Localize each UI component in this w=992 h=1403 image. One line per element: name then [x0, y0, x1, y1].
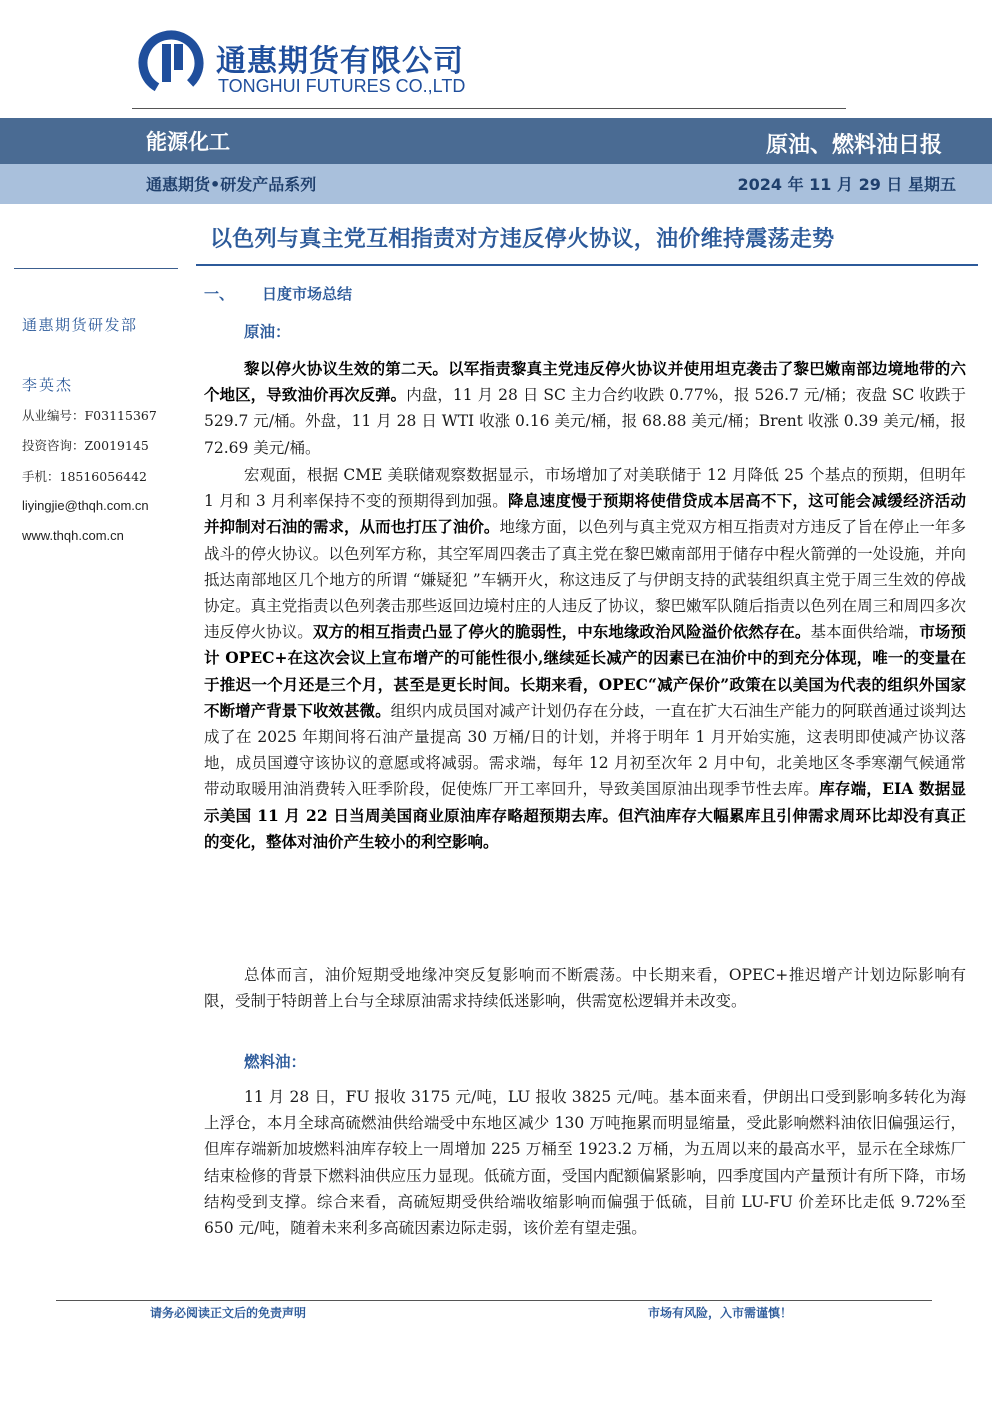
section-title — [204, 283, 352, 304]
crude-subheading: 原油： — [244, 322, 291, 341]
analyst-license: 从业编号：F03115367 — [22, 408, 157, 423]
crude-p2-inventory-bold: 库存端，EIA 数据显示美国 11 月 22 日当周美国商业原油库存略超预期去库。但汽油库存大幅累库且引伸需求周环比却没有真正的变化，整体对油价产生较小的利空影响。 — [204, 779, 966, 851]
sidebar-dept: 通惠期货研发部 — [22, 316, 138, 334]
crude-p2-macro: 宏观面，根据 CME 美联储观察数据显示，市场增加了对美联储于 12 月降低 25 个基点的预期，但明年 1 月和 3 月利率保持不变的预期得到加强。 — [204, 466, 966, 511]
headline: 以色列与真主党互相指责对方违反停火协议，油价维持震荡走势 — [210, 227, 835, 252]
crude-p2-supply-bold: 市场预计 OPEC+在这次会议上宣布增产的可能性很小,继续延长减产的因素已在油价中的到充分体现，唯一的变量在于推迟一个月还是三个月，甚至是更长时间。长期来看，OPEC“减产保价”政策在以美国为代表的组织外国家不断增产背景下收效甚微。 — [204, 622, 966, 720]
headline-divider — [196, 264, 978, 266]
section-number: 一、 — [204, 285, 235, 303]
crude-paragraph-2 — [204, 462, 966, 855]
analyst-email[interactable]: liyingjie@thqh.com.cn — [22, 498, 149, 513]
fuel-paragraph-1: 11 月 28 日，FU 报收 3175 元/吨，LU 报收 3825 元/吨。基本面来看，伊朗出口受到影响多转化为海上浮仓，本月全球高硫燃油供给端受中东地区减少 130 万吨拖累而明显缩量，受此影响燃料油依旧偏强运行，但库存端新加坡燃料油库存较上一周增加 225 万桶至 1923.2 万桶，为五周以来的最高水平，显示在全球炼厂结束检修的背景下燃料油供应压力显现。低硫方面，受国内配额偏紧影响，四季度国内产量预计有所下降，市场结构受到支撑。综合来看，高硫短期受供给端收缩影响而偏强于低硫，目前 LU-FU 价差环比走低 9.72%至 650 元/吨，随着未来利多高硫因素边际走弱，该价差有望走强。 — [204, 1088, 966, 1238]
crude-paragraph-3: 总体而言，油价短期受地缘冲突反复影响而不断震荡。中长期来看，OPEC+推迟增产计划边际影响有限，受制于特朗普上台与全球原油需求持续低迷影响，供需宽松逻辑并未改变。 — [204, 966, 966, 1011]
sidebar-divider — [14, 268, 178, 269]
crude-paragraph-1 — [204, 356, 966, 461]
crude-p2-demand: 组织内成员国对减产计划仍存在分歧，一直在扩大石油生产能力的阿联酋通过谈判达成了在 2025 年期间将石油产量提高 30 万桶/日的计划，并将于明年 1 月开始实施，这表明即使减产协议落地，成员国遵守该协议的意愿或将减弱。需求端，每年 12 月初至次年 2 月中旬，北美地区冬季寒潮气候通常带动取暖用油消费转入旺季阶段，促使炼厂开工率回升，导致美国原油出现季节性去库。 — [204, 701, 966, 799]
header-divider — [132, 108, 846, 109]
analyst-consult: 投资咨询：Z0019145 — [22, 438, 149, 453]
footer-disclaimer: 请务必阅读正文后的免责声明 — [150, 1306, 307, 1320]
company-name-en: TONGHUI FUTURES CO.,LTD — [218, 76, 466, 96]
crude-p2-geo: 地缘方面，以色列与真主党双方相互指责对方违反了旨在停止一年多战斗的停火协议。以色列军方称，其空军周四袭击了真主党在黎巴嫩南部用于储存中程火箭弹的一处设施，并向抵达南部地区几个地方的所谓 “嫌疑犯 ”车辆开火，称这违反了与伊朗支持的武装组织真主党于周三生效的停战协定。真主党指责以色列袭击那些返回边境村庄的人违反了协议，黎巴嫩军队随后指责以色列在周三和周四多次违反停火协议。 — [204, 518, 966, 642]
crude-p1-bold: 黎以停火协议生效的第二天。以军指责黎真主党违反停火协议并使用坦克袭击了黎巴嫩南部边境地带的六个地区，导致油价再次反弹。 — [204, 359, 966, 405]
section-title-text: 日度市场总结 — [262, 285, 353, 303]
crude-p2-supply: 基本面供给端， — [810, 623, 920, 642]
footer-risk-note: 市场有风险，入市需谨慎！ — [648, 1306, 793, 1320]
crude-p2-macro-bold: 降息速度慢于预期将使借贷成本居高不下，这可能会减缓经济活动并抑制对石油的需求，从而也打压了油价。 — [204, 491, 966, 537]
footer-divider — [56, 1300, 932, 1301]
company-website[interactable]: www.thqh.com.cn — [22, 528, 124, 543]
crude-p1-text: 内盘，11 月 28 日 SC 主力合约收跌 0.77%，报 526.7 元/桶；夜盘 SC 收跌于 529.7 元/桶。外盘，11 月 28 日 WTI 收涨 0.16 美元/桶，报 68.88 美元/桶；Brent 收涨 0.39 美元/桶，报 72.69 美元/桶。 — [204, 386, 966, 457]
analyst-name: 李英杰 — [22, 376, 74, 394]
series-label: 通惠期货•研发产品系列 — [146, 175, 317, 194]
analyst-phone: 手机：18516056442 — [22, 469, 147, 484]
fuel-subheading: 燃料油： — [244, 1052, 307, 1071]
company-logo-icon — [138, 30, 204, 96]
sector-label: 能源化工 — [146, 130, 230, 154]
report-type: 原油、燃料油日报 — [765, 133, 942, 158]
crude-p2-geo-bold: 双方的相互指责凸显了停火的脆弱性，中东地缘政治风险溢价依然存在。 — [312, 622, 811, 642]
company-name-cn: 通惠期货有限公司 — [216, 44, 464, 79]
report-date: 2024 年 11 月 29 日 星期五 — [737, 175, 956, 194]
